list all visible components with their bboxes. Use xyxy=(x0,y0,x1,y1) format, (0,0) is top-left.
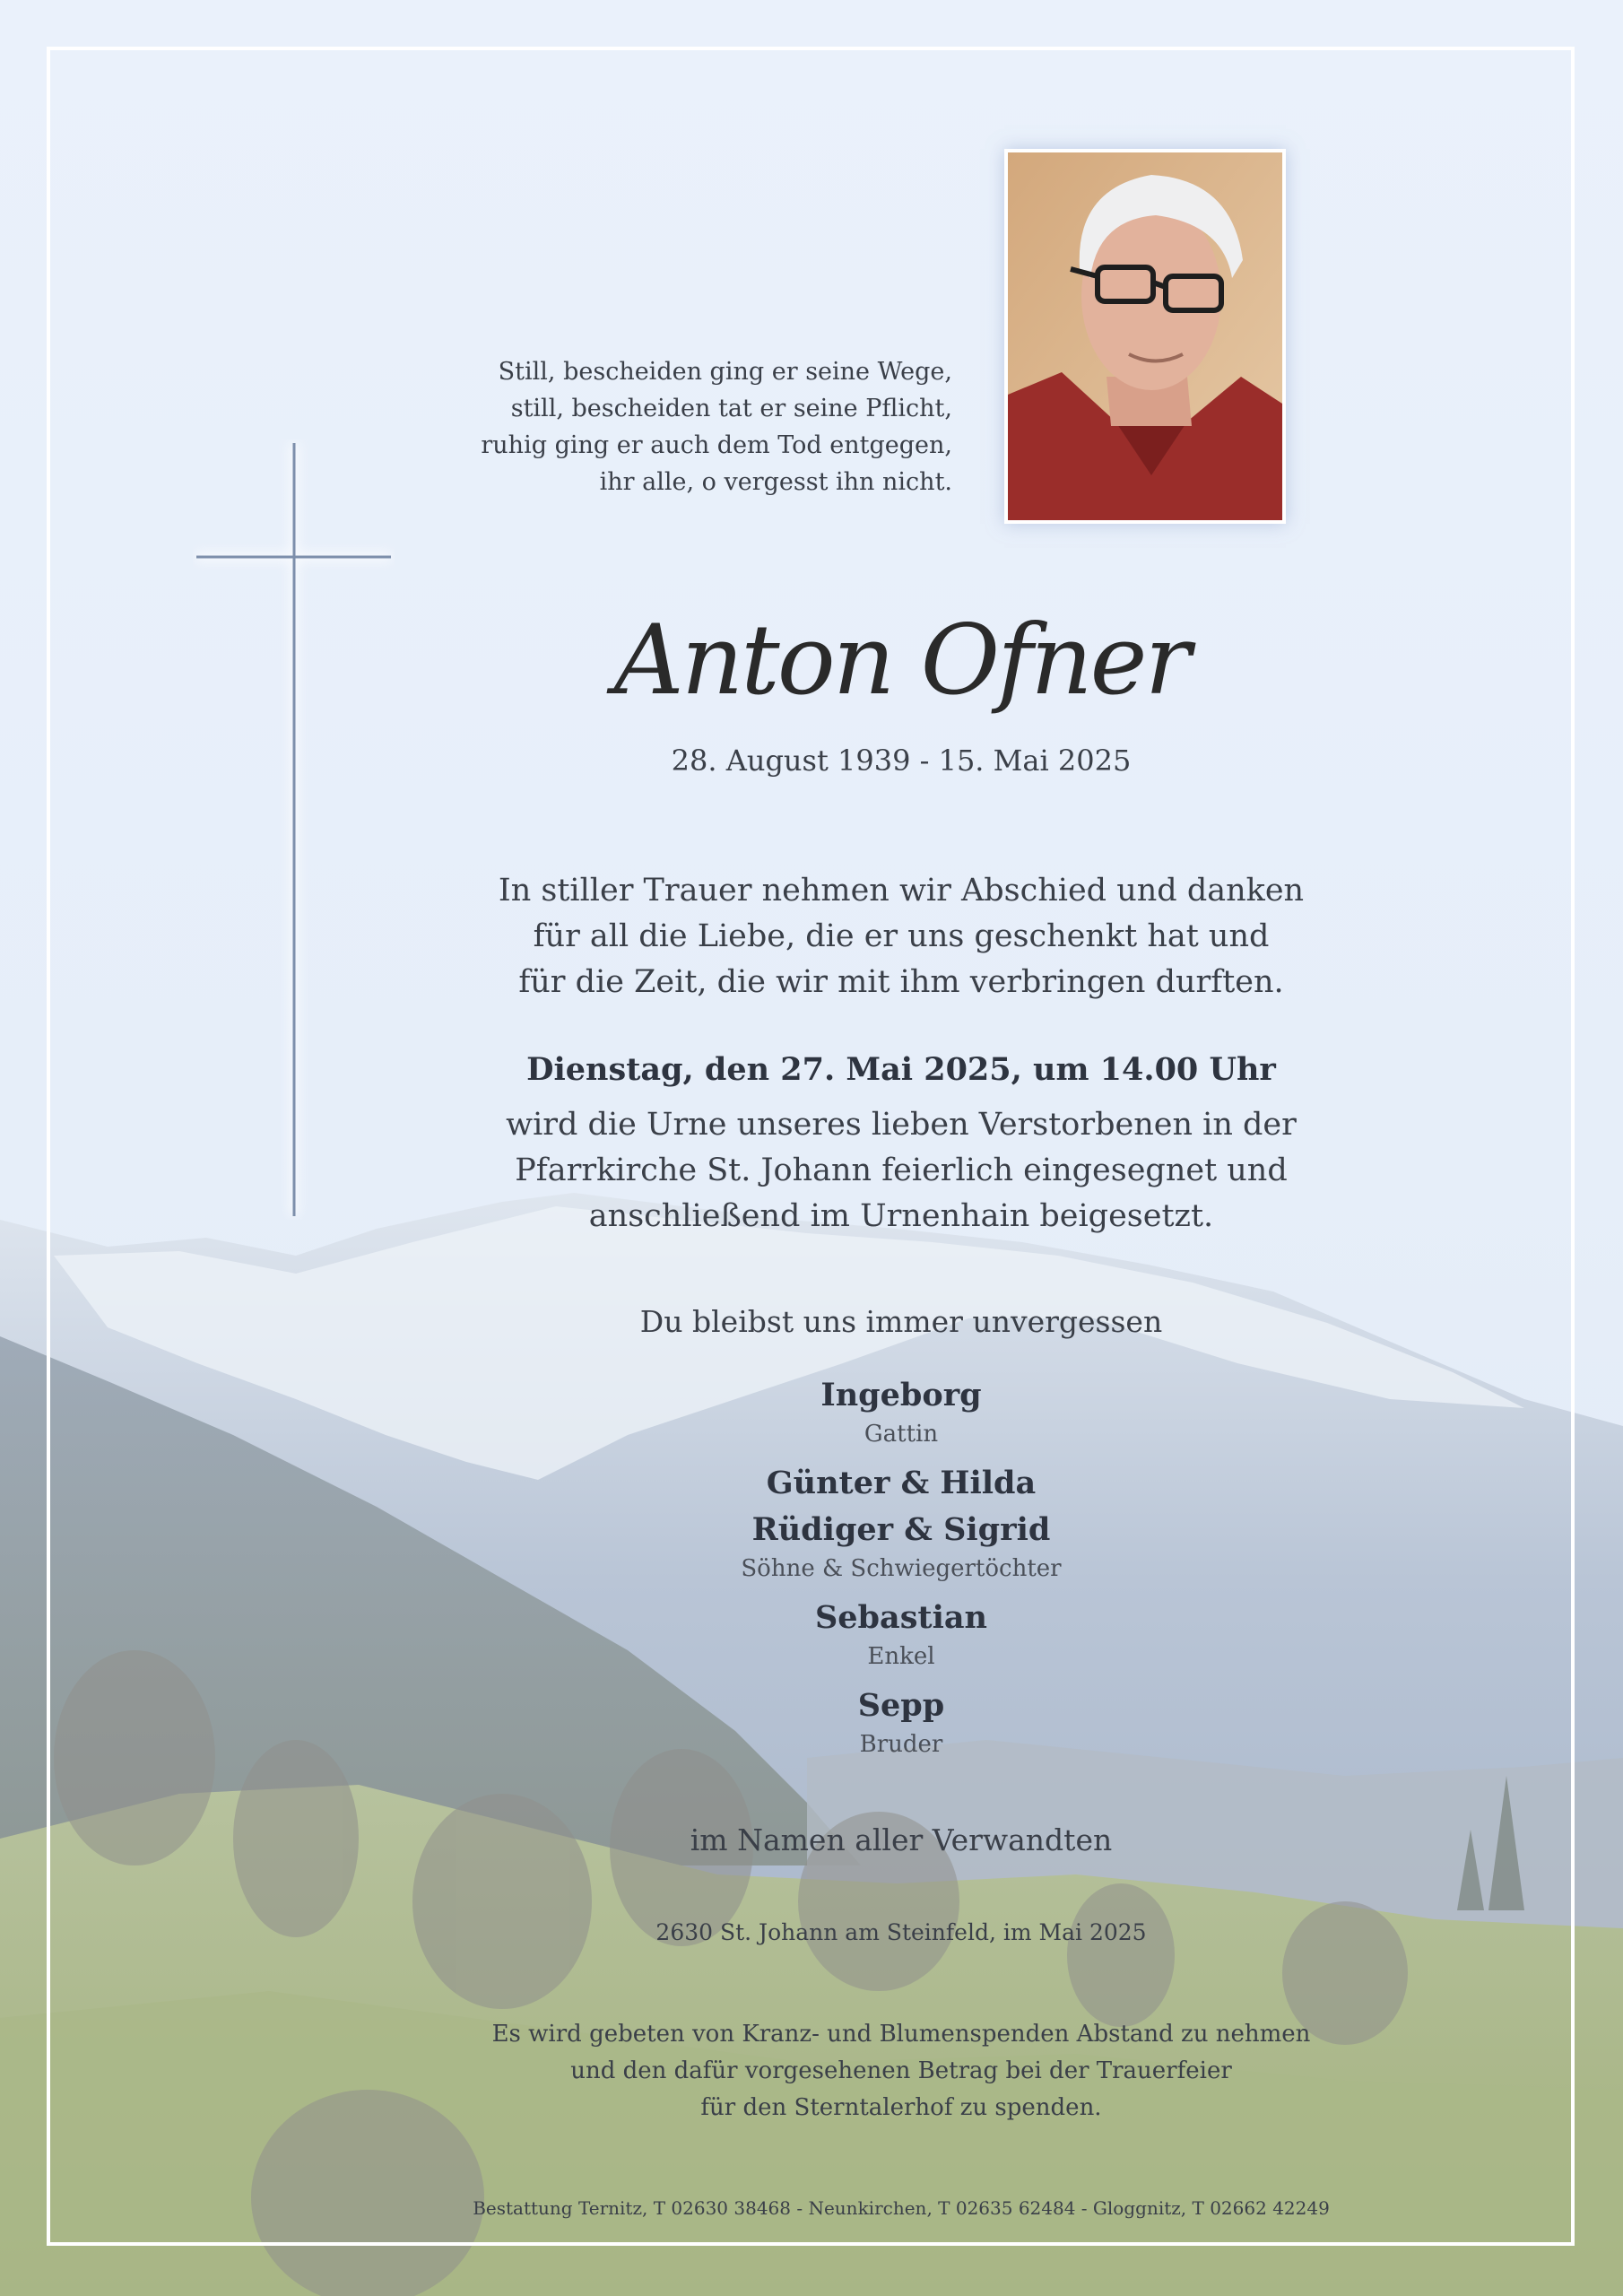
ceremony-line: Pfarrkirche St. Johann feierlich eingesegnet und xyxy=(515,1152,1288,1188)
family-name: Ingeborg xyxy=(820,1377,982,1413)
donation-line: und den dafür vorgesehenen Betrag bei der Trauerfeier xyxy=(570,2057,1232,2084)
donation-note xyxy=(363,2016,1439,2126)
relatives-line: im Namen aller Verwandten xyxy=(690,1822,1113,1857)
family-role: Enkel xyxy=(867,1643,935,1670)
ceremony-line: anschließend im Urnenhain beigesetzt. xyxy=(588,1198,1214,1234)
place-date: 2630 St. Johann am Steinfeld, im Mai 2025 xyxy=(655,1919,1147,1945)
farewell-line: für die Zeit, die wir mit ihm verbringen durften. xyxy=(518,964,1284,1000)
family-role: Bruder xyxy=(859,1731,943,1758)
remembrance-line: Du bleibst uns immer unvergessen xyxy=(639,1304,1163,1339)
family-name: Sebastian xyxy=(815,1599,987,1636)
family-list xyxy=(363,1372,1439,1760)
donation-line: für den Sterntalerhof zu spenden. xyxy=(700,2094,1102,2121)
farewell-line: für all die Liebe, die er uns geschenkt hat und xyxy=(533,918,1270,954)
farewell-text xyxy=(363,868,1439,1005)
poem-line: ruhig ging er auch dem Tod entgegen, xyxy=(481,431,952,459)
ceremony-line: wird die Urne unseres lieben Verstorbenen in der xyxy=(506,1107,1297,1143)
life-dates: 28. August 1939 - 15. Mai 2025 xyxy=(671,744,1132,778)
donation-line: Es wird gebeten von Kranz- und Blumenspenden Abstand zu nehmen xyxy=(491,2021,1311,2048)
family-name: Rüdiger & Sigrid xyxy=(751,1511,1051,1548)
family-role: Gattin xyxy=(864,1421,939,1448)
poem xyxy=(430,353,952,500)
ceremony-date: Dienstag, den 27. Mai 2025, um 14.00 Uhr xyxy=(526,1051,1276,1088)
family-name: Sepp xyxy=(857,1687,945,1724)
funeral-home-footer: Bestattung Ternitz, T 02630 38468 - Neunkirchen, T 02635 62484 - Gloggnitz, T 02662 42249 xyxy=(473,2197,1330,2219)
deceased-name: Anton Ofner xyxy=(613,604,1189,717)
poem-line: Still, bescheiden ging er seine Wege, xyxy=(498,358,952,386)
ceremony-text xyxy=(363,1102,1439,1239)
family-name: Günter & Hilda xyxy=(766,1465,1037,1501)
portrait-photo xyxy=(1004,149,1286,524)
poem-line: still, bescheiden tat er seine Pflicht, xyxy=(510,395,952,422)
poem-line: ihr alle, o vergesst ihn nicht. xyxy=(599,468,952,496)
family-role: Söhne & Schwiegertöchter xyxy=(741,1555,1062,1582)
farewell-line: In stiller Trauer nehmen wir Abschied und danken xyxy=(498,873,1305,909)
